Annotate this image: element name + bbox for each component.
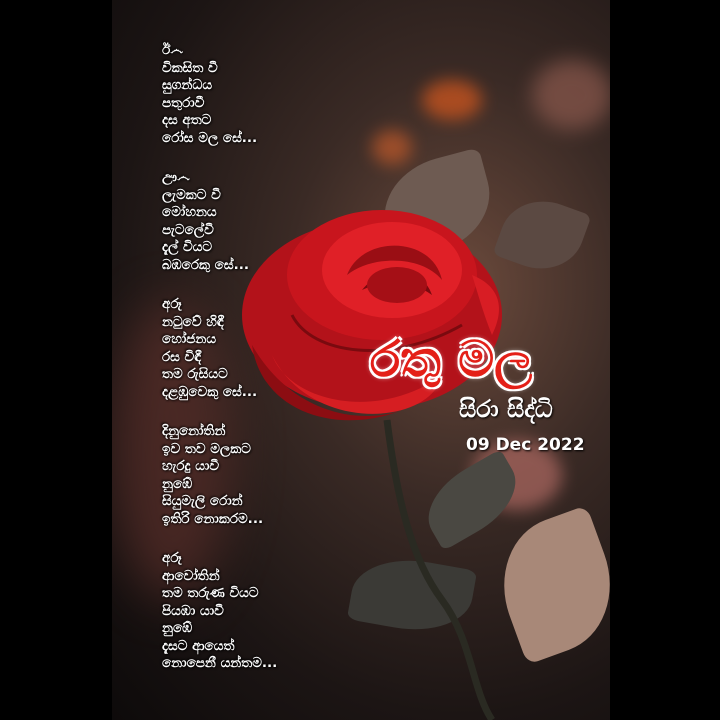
poem-line: නොපෙනී යන්තම... [162, 655, 278, 671]
poem-line: දළඹුවෙකු සේ... [162, 383, 258, 400]
poem-line: සුගන්ධය [162, 77, 213, 93]
poem-stanza [162, 169, 362, 274]
poem-line: අරූ [162, 550, 182, 566]
poem-line: අරූ [162, 296, 182, 312]
poem-line: දස අතට [162, 112, 212, 128]
publish-date: 09 Dec 2022 [466, 435, 585, 455]
poem-stanza [162, 296, 362, 401]
poem-line: ඉව තව මලකට [162, 440, 251, 457]
poem-line: නුඹේ [162, 475, 193, 492]
poem-line: ඌ෴ [162, 169, 190, 185]
poem-line: පතුරාවී [162, 94, 205, 111]
poster-frame [112, 0, 610, 720]
poem-line: තම රුසියට [162, 366, 228, 382]
poem-line: විකසිත වී [162, 59, 218, 76]
poem-line: ඉතිරි නොකරම... [162, 510, 264, 527]
poem-stanza [162, 42, 362, 147]
poem-line: බඹරෙකු සේ... [162, 256, 249, 273]
poem-stanza [162, 423, 362, 528]
poem-line: සියුමැලි රොන් [162, 493, 243, 509]
poem-line: නටුවේ හිඳී [162, 313, 224, 330]
poem-line: දැල් වියට [162, 239, 213, 255]
poem-line: නුඹේ [162, 620, 193, 636]
poem-stanza [162, 550, 362, 673]
poem-line: පියඹා යාවී [162, 602, 224, 619]
poem-text [162, 42, 362, 695]
poem-line: හැරදු යාවී [162, 458, 220, 474]
poem-line: ආවෝතින් [162, 567, 220, 584]
poem-line: රස විඳී [162, 348, 202, 365]
poem-line: ලැමකට වී [162, 186, 221, 203]
poem-line: රෝස මල සේ... [162, 129, 258, 146]
poem-line: මෝහනය [162, 204, 217, 220]
poem-line: තම තරුණ වියට [162, 585, 259, 601]
author-name: සිරා සිද්ධි [459, 395, 553, 423]
poem-line: හෝජනය [162, 331, 217, 347]
poem-title: රතු මල [370, 330, 533, 388]
poem-line: දිනුනෝතින් [162, 423, 226, 439]
poem-line: පැටලේවී [162, 221, 214, 238]
poem-line: ඊ෴ [162, 42, 184, 58]
poem-line: දැසට ආයෙත් [162, 637, 235, 654]
